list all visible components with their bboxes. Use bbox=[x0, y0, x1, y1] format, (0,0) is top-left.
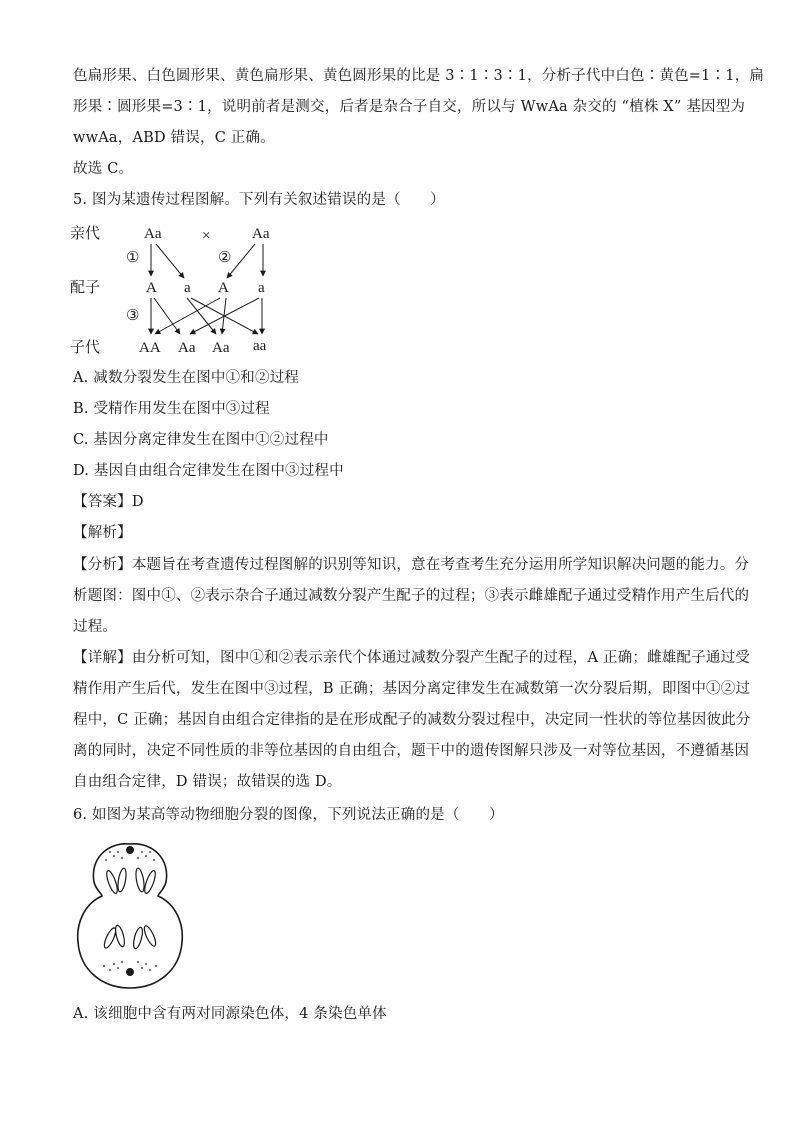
question-5-stem: 5. 图为某遗传过程图解。下列有关叙述错误的是（ ） bbox=[73, 192, 445, 208]
arrow-fert-2 bbox=[154, 298, 180, 334]
chromosome bbox=[116, 868, 127, 893]
fenxi-line bbox=[73, 555, 750, 575]
paragraph-line: wwAa，ABD 错误，C 正确。 bbox=[73, 130, 275, 146]
gamete-1: A bbox=[146, 280, 157, 296]
paragraph-line: 色扁形果、白色圆形果、黄色扁形果、黄色圆形果的比是 3∶1∶3∶1，分析子代中白色∶黄色=1∶1，扁 bbox=[73, 68, 765, 84]
analysis-heading bbox=[73, 523, 728, 543]
question-6-stem: 6. 如图为某高等动物细胞分裂的图像，下列说法正确的是（ ） bbox=[73, 807, 504, 823]
xiangjie-text: 由分析可知，图中①和②表示亲代个体通过减数分裂产生配子的过程，A 正确；雌雄配子通过受 bbox=[131, 650, 750, 666]
cross-symbol: × bbox=[202, 228, 211, 244]
answer-tag: 【答案】 bbox=[73, 494, 132, 510]
gamete-2: a bbox=[184, 280, 191, 296]
option-d: D. 基因自由组合定律发生在图中③过程中 bbox=[73, 463, 344, 479]
centrosome-top bbox=[126, 846, 134, 854]
parent-right: Aa bbox=[252, 226, 270, 242]
gamete-3: A bbox=[218, 280, 229, 296]
xiangjie-line: 精作用产生后代，发生在图中③过程，B 正确；基因分离定律发生在减数第一次分裂后期，即图中①②过 bbox=[73, 681, 751, 697]
offspring-4: aa bbox=[253, 338, 267, 354]
gamete-4: a bbox=[258, 280, 265, 296]
option-b: B. 受精作用发生在图中③过程 bbox=[73, 401, 270, 417]
paragraph-line: 故选 C。 bbox=[73, 161, 134, 177]
option-a: A. 减数分裂发生在图中①和②过程 bbox=[73, 370, 300, 386]
offspring-3: Aa bbox=[212, 340, 230, 356]
chromosome bbox=[143, 870, 158, 895]
arrow-meiosis-left-a bbox=[156, 244, 184, 278]
offspring-2: Aa bbox=[178, 340, 196, 356]
answer-line bbox=[73, 492, 728, 512]
fenxi-text: 本题旨在考查遗传过程图解的识别等知识，意在考查考生充分运用所学知识解决问题的能力。分 bbox=[131, 557, 750, 573]
xiangjie-line: 离的同时，决定不同性质的非等位基因的自由组合，题干中的遗传图解只涉及一对等位基因，不遵循基因 bbox=[73, 743, 750, 759]
chromosome bbox=[142, 925, 158, 948]
circle-2: ② bbox=[218, 250, 232, 266]
cell-membrane bbox=[78, 844, 183, 988]
xiangjie-tag: 【详解】 bbox=[73, 650, 132, 666]
circle-3: ③ bbox=[126, 308, 140, 324]
xiangjie-line bbox=[73, 648, 750, 668]
chromosome bbox=[114, 924, 126, 947]
label-gamete: 配子 bbox=[70, 280, 101, 296]
analysis-tag: 【解析】 bbox=[73, 525, 132, 541]
cell-division-illustration bbox=[74, 838, 186, 992]
offspring-1: AA bbox=[139, 340, 161, 356]
fenxi-line: 析题图：图中①、②表示杂合子通过减数分裂产生配子的过程；③表示雌雄配子通过受精作用产生后代的 bbox=[73, 588, 750, 604]
label-parent: 亲代 bbox=[70, 226, 101, 242]
question-6-option-a: A. 该细胞中含有两对同源染色体，4 条染色单体 bbox=[73, 1006, 387, 1022]
genetic-cross-diagram bbox=[70, 222, 300, 362]
chromosome bbox=[105, 870, 120, 895]
circle-1: ① bbox=[126, 250, 140, 266]
option-c: C. 基因分离定律发生在图中①②过程中 bbox=[73, 432, 329, 448]
chromosome bbox=[132, 926, 144, 949]
centrosome-bottom bbox=[126, 968, 134, 976]
arrow-fert-5 bbox=[155, 298, 220, 334]
fenxi-tag: 【分析】 bbox=[73, 557, 132, 573]
parent-left: Aa bbox=[144, 226, 162, 242]
paragraph-line: 形果∶圆形果=3∶1，说明前者是测交，后者是杂合子自交，所以与 WwAa 杂交的 “植株 X” 基因型为 bbox=[73, 99, 746, 115]
xiangjie-line: 程中，C 正确；基因自由组合定律指的是在形成配子的减数分裂过程中，决定同一性状的等位基因彼此分 bbox=[73, 712, 751, 728]
answer-value: D bbox=[131, 494, 144, 510]
fenxi-line: 过程。 bbox=[73, 619, 118, 635]
xiangjie-line: 自由组合定律，D 错误；故错误的选 D。 bbox=[73, 774, 342, 790]
chromosome bbox=[134, 868, 145, 893]
label-offspring: 子代 bbox=[70, 340, 101, 356]
